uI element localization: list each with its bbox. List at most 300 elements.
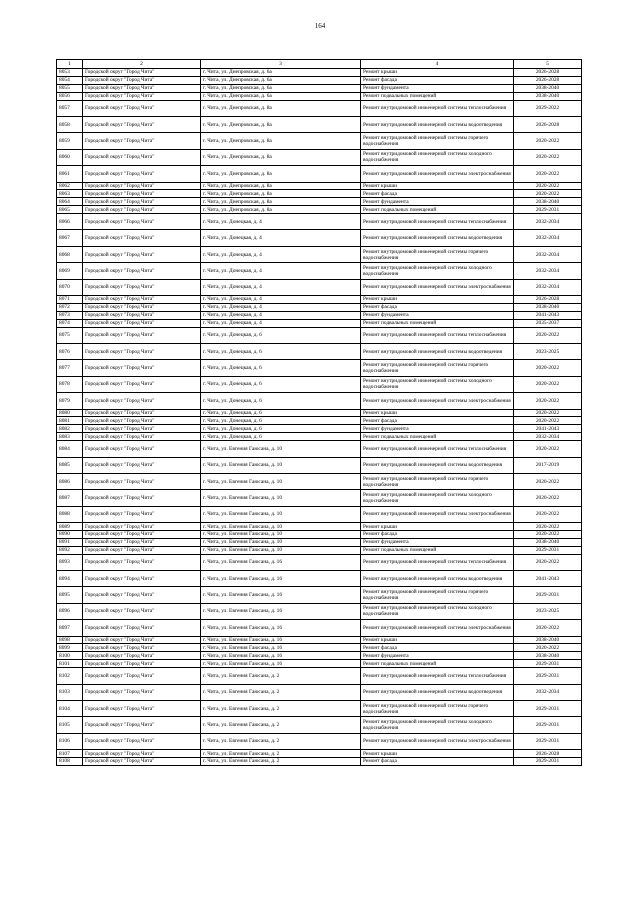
address-cell: г. Чита, ул. Донецкая, д. 6 bbox=[201, 327, 361, 343]
address-cell: г. Чита, ул. Донецкая, д. 6 bbox=[201, 433, 361, 441]
row-number-cell: 8066 bbox=[57, 214, 83, 230]
address-cell: г. Чита, ул. Днепровская, д. 8а bbox=[201, 100, 361, 116]
municipality-cell: Городской округ "Город Чита" bbox=[83, 554, 201, 570]
address-cell: г. Чита, ул. Донецкая, д. 4 bbox=[201, 246, 361, 262]
work-type-cell: Ремонт внутридомовой инженерной системы горячего водоснабжения bbox=[361, 587, 514, 603]
work-type-cell: Ремонт внутридомовой инженерной системы горячего водоснабжения bbox=[361, 246, 514, 262]
table-row bbox=[57, 409, 582, 417]
table-row bbox=[57, 376, 582, 392]
row-number-cell: 8062 bbox=[57, 182, 83, 190]
period-cell: 2026-2028 bbox=[514, 296, 582, 304]
row-number-cell: 8070 bbox=[57, 279, 83, 295]
period-cell: 2029-2031 bbox=[514, 717, 582, 733]
municipality-cell: Городской округ "Город Чита" bbox=[83, 263, 201, 279]
work-type-cell: Ремонт крыши bbox=[361, 750, 514, 758]
address-cell: г. Чита, ул. Донецкая, д. 6 bbox=[201, 343, 361, 359]
period-cell: 2029-2022 bbox=[514, 100, 582, 116]
table-row bbox=[57, 100, 582, 116]
table-row bbox=[57, 296, 582, 304]
address-cell: г. Чита, ул. Евгения Гаюсана, д. 16 bbox=[201, 620, 361, 636]
work-type-cell: Ремонт внутридомовой инженерной системы водоотведения bbox=[361, 116, 514, 132]
municipality-cell: Городской округ "Город Чита" bbox=[83, 750, 201, 758]
address-cell: г. Чита, ул. Днепровская, д. 8а bbox=[201, 149, 361, 165]
period-cell: 2026-2028 bbox=[514, 69, 582, 77]
work-type-cell: Ремонт внутридомовой инженерной системы водоотведения bbox=[361, 230, 514, 246]
municipality-cell: Городской округ "Город Чита" bbox=[83, 246, 201, 262]
row-number-cell: 8078 bbox=[57, 376, 83, 392]
address-cell: г. Чита, ул. Евгения Гаюсана, д. 16 bbox=[201, 652, 361, 660]
table-row bbox=[57, 393, 582, 409]
municipality-cell: Городской округ "Город Чита" bbox=[83, 490, 201, 506]
address-cell: г. Чита, ул. Евгения Гаюсана, д. 10 bbox=[201, 523, 361, 531]
table-row bbox=[57, 303, 582, 311]
work-type-cell: Ремонт подвальных помещений bbox=[361, 433, 514, 441]
work-type-cell: Ремонт внутридомовой инженерной системы горячего водоснабжения bbox=[361, 700, 514, 716]
table-row bbox=[57, 116, 582, 132]
municipality-cell: Городской округ "Город Чита" bbox=[83, 523, 201, 531]
row-number-cell: 8103 bbox=[57, 684, 83, 700]
municipality-cell: Городской округ "Город Чита" bbox=[83, 343, 201, 359]
table-row bbox=[57, 166, 582, 182]
address-cell: г. Чита, ул. Евгения Гаюсана, д. 2 bbox=[201, 668, 361, 684]
table-row bbox=[57, 757, 582, 765]
table-row bbox=[57, 198, 582, 206]
period-cell: 2041-2043 bbox=[514, 311, 582, 319]
period-cell: 2041-2043 bbox=[514, 425, 582, 433]
table-row bbox=[57, 538, 582, 546]
period-cell: 2023-2025 bbox=[514, 343, 582, 359]
table-row bbox=[57, 214, 582, 230]
period-cell: 2038-2040 bbox=[514, 652, 582, 660]
municipality-cell: Городской округ "Город Чита" bbox=[83, 393, 201, 409]
address-cell: г. Чита, ул. Евгения Гаюсана, д. 2 bbox=[201, 700, 361, 716]
municipality-cell: Городской округ "Город Чита" bbox=[83, 409, 201, 417]
address-cell: г. Чита, ул. Евгения Гаюсана, д. 10 bbox=[201, 441, 361, 457]
row-number-cell: 8105 bbox=[57, 717, 83, 733]
work-type-cell: Ремонт фасада bbox=[361, 417, 514, 425]
work-type-cell: Ремонт внутридомовой инженерной системы холодного водоснабжения bbox=[361, 717, 514, 733]
table-row bbox=[57, 433, 582, 441]
row-number-cell: 8087 bbox=[57, 490, 83, 506]
municipality-cell: Городской округ "Город Чита" bbox=[83, 214, 201, 230]
row-number-cell: 8073 bbox=[57, 311, 83, 319]
municipality-cell: Городской округ "Город Чита" bbox=[83, 296, 201, 304]
work-type-cell: Ремонт внутридомовой инженерной системы электроснабжения bbox=[361, 733, 514, 749]
row-number-cell: 8098 bbox=[57, 636, 83, 644]
municipality-cell: Городской округ "Город Чита" bbox=[83, 457, 201, 473]
municipality-cell: Городской округ "Город Чита" bbox=[83, 190, 201, 198]
registry-table bbox=[56, 59, 582, 766]
period-cell: 2029-2031 bbox=[514, 546, 582, 554]
work-type-cell: Ремонт фундамента bbox=[361, 311, 514, 319]
table-row bbox=[57, 182, 582, 190]
period-cell: 2038-2040 bbox=[514, 636, 582, 644]
period-cell: 2020-2022 bbox=[514, 417, 582, 425]
row-number-cell: 8089 bbox=[57, 523, 83, 531]
period-cell: 2020-2022 bbox=[514, 644, 582, 652]
municipality-cell: Городской округ "Город Чита" bbox=[83, 546, 201, 554]
row-number-cell: 8072 bbox=[57, 303, 83, 311]
table-row bbox=[57, 425, 582, 433]
table-row bbox=[57, 76, 582, 84]
table-row bbox=[57, 620, 582, 636]
row-number-cell: 8090 bbox=[57, 530, 83, 538]
work-type-cell: Ремонт подвальных помещений bbox=[361, 206, 514, 214]
row-number-cell: 8060 bbox=[57, 149, 83, 165]
municipality-cell: Городской округ "Город Чита" bbox=[83, 757, 201, 765]
work-type-cell: Ремонт подвальных помещений bbox=[361, 660, 514, 668]
work-type-cell: Ремонт внутридомовой инженерной системы холодного водоснабжения bbox=[361, 490, 514, 506]
table-row bbox=[57, 92, 582, 100]
address-cell: г. Чита, ул. Днепровская, д. 8а bbox=[201, 166, 361, 182]
address-cell: г. Чита, ул. Евгения Гаюсана, д. 16 bbox=[201, 571, 361, 587]
table-row bbox=[57, 733, 582, 749]
period-cell: 2020-2022 bbox=[514, 554, 582, 570]
municipality-cell: Городской округ "Город Чита" bbox=[83, 311, 201, 319]
work-type-cell: Ремонт внутридомовой инженерной системы водоотведения bbox=[361, 457, 514, 473]
table-row bbox=[57, 660, 582, 668]
municipality-cell: Городской округ "Город Чита" bbox=[83, 473, 201, 489]
municipality-cell: Городской округ "Город Чита" bbox=[83, 506, 201, 522]
address-cell: г. Чита, ул. Евгения Гаюсана, д. 10 bbox=[201, 506, 361, 522]
work-type-cell: Ремонт подвальных помещений bbox=[361, 546, 514, 554]
work-type-cell: Ремонт фасада bbox=[361, 303, 514, 311]
municipality-cell: Городской округ "Город Чита" bbox=[83, 327, 201, 343]
period-cell: 2020-2022 bbox=[514, 360, 582, 376]
row-number-cell: 8057 bbox=[57, 100, 83, 116]
municipality-cell: Городской округ "Город Чита" bbox=[83, 360, 201, 376]
period-cell: 2029-2031 bbox=[514, 733, 582, 749]
address-cell: г. Чита, ул. Евгения Гаюсана, д. 2 bbox=[201, 733, 361, 749]
table-row bbox=[57, 206, 582, 214]
work-type-cell: Ремонт фасада bbox=[361, 644, 514, 652]
work-type-cell: Ремонт фундамента bbox=[361, 84, 514, 92]
period-cell: 2020-2022 bbox=[514, 182, 582, 190]
table-row bbox=[57, 311, 582, 319]
column-header: 5 bbox=[514, 60, 582, 69]
work-type-cell: Ремонт фасада bbox=[361, 530, 514, 538]
municipality-cell: Городской округ "Город Чита" bbox=[83, 530, 201, 538]
work-type-cell: Ремонт внутридомовой инженерной системы теплоснабжения bbox=[361, 554, 514, 570]
period-cell: 2029-2031 bbox=[514, 206, 582, 214]
work-type-cell: Ремонт внутридомовой инженерной системы холодного водоснабжения bbox=[361, 263, 514, 279]
table-row bbox=[57, 668, 582, 684]
row-number-cell: 8055 bbox=[57, 84, 83, 92]
period-cell: 2020-2022 bbox=[514, 530, 582, 538]
row-number-cell: 8079 bbox=[57, 393, 83, 409]
municipality-cell: Городской округ "Город Чита" bbox=[83, 652, 201, 660]
row-number-cell: 8059 bbox=[57, 133, 83, 149]
municipality-cell: Городской округ "Город Чита" bbox=[83, 84, 201, 92]
table-header-row bbox=[57, 60, 582, 69]
address-cell: г. Чита, ул. Днепровская, д. 6а bbox=[201, 76, 361, 84]
address-cell: г. Чита, ул. Донецкая, д. 4 bbox=[201, 311, 361, 319]
work-type-cell: Ремонт фасада bbox=[361, 757, 514, 765]
municipality-cell: Городской округ "Город Чита" bbox=[83, 717, 201, 733]
row-number-cell: 8068 bbox=[57, 246, 83, 262]
municipality-cell: Городской округ "Город Чита" bbox=[83, 636, 201, 644]
period-cell: 2020-2022 bbox=[514, 376, 582, 392]
table-row bbox=[57, 360, 582, 376]
table-row bbox=[57, 700, 582, 716]
row-number-cell: 8106 bbox=[57, 733, 83, 749]
municipality-cell: Городской округ "Город Чита" bbox=[83, 303, 201, 311]
address-cell: г. Чита, ул. Евгения Гаюсана, д. 16 bbox=[201, 603, 361, 619]
period-cell: 2020-2022 bbox=[514, 166, 582, 182]
row-number-cell: 8093 bbox=[57, 554, 83, 570]
address-cell: г. Чита, ул. Донецкая, д. 6 bbox=[201, 376, 361, 392]
period-cell: 2029-2031 bbox=[514, 587, 582, 603]
address-cell: г. Чита, ул. Днепровская, д. 6а bbox=[201, 84, 361, 92]
work-type-cell: Ремонт подвальных помещений bbox=[361, 319, 514, 327]
row-number-cell: 8053 bbox=[57, 69, 83, 77]
period-cell: 2029-2031 bbox=[514, 660, 582, 668]
period-cell: 2020-2022 bbox=[514, 409, 582, 417]
work-type-cell: Ремонт внутридомовой инженерной системы водоотведения bbox=[361, 343, 514, 359]
work-type-cell: Ремонт внутридомовой инженерной системы теплоснабжения bbox=[361, 441, 514, 457]
row-number-cell: 8108 bbox=[57, 757, 83, 765]
work-type-cell: Ремонт внутридомовой инженерной системы водоотведения bbox=[361, 571, 514, 587]
table-row bbox=[57, 717, 582, 733]
period-cell: 2032-2034 bbox=[514, 279, 582, 295]
work-type-cell: Ремонт внутридомовой инженерной системы горячего водоснабжения bbox=[361, 360, 514, 376]
row-number-cell: 8061 bbox=[57, 166, 83, 182]
table-row bbox=[57, 149, 582, 165]
period-cell: 2023-2025 bbox=[514, 603, 582, 619]
period-cell: 2020-2022 bbox=[514, 473, 582, 489]
table-row bbox=[57, 473, 582, 489]
row-number-cell: 8097 bbox=[57, 620, 83, 636]
address-cell: г. Чита, ул. Евгения Гаюсана, д. 10 bbox=[201, 538, 361, 546]
row-number-cell: 8086 bbox=[57, 473, 83, 489]
address-cell: г. Чита, ул. Евгения Гаюсана, д. 10 bbox=[201, 530, 361, 538]
municipality-cell: Городской округ "Город Чита" bbox=[83, 182, 201, 190]
municipality-cell: Городской округ "Город Чита" bbox=[83, 230, 201, 246]
table-row bbox=[57, 506, 582, 522]
period-cell: 2032-2034 bbox=[514, 246, 582, 262]
row-number-cell: 8077 bbox=[57, 360, 83, 376]
table-row bbox=[57, 246, 582, 262]
table-row bbox=[57, 644, 582, 652]
row-number-cell: 8100 bbox=[57, 652, 83, 660]
period-cell: 2032-2034 bbox=[514, 214, 582, 230]
row-number-cell: 8074 bbox=[57, 319, 83, 327]
row-number-cell: 8104 bbox=[57, 700, 83, 716]
row-number-cell: 8075 bbox=[57, 327, 83, 343]
table-row bbox=[57, 554, 582, 570]
work-type-cell: Ремонт внутридомовой инженерной системы теплоснабжения bbox=[361, 100, 514, 116]
row-number-cell: 8094 bbox=[57, 571, 83, 587]
row-number-cell: 8056 bbox=[57, 92, 83, 100]
municipality-cell: Городской округ "Город Чита" bbox=[83, 319, 201, 327]
work-type-cell: Ремонт внутридомовой инженерной системы теплоснабжения bbox=[361, 214, 514, 230]
row-number-cell: 8102 bbox=[57, 668, 83, 684]
address-cell: г. Чита, ул. Донецкая, д. 6 bbox=[201, 425, 361, 433]
address-cell: г. Чита, ул. Донецкая, д. 4 bbox=[201, 263, 361, 279]
municipality-cell: Городской округ "Город Чита" bbox=[83, 92, 201, 100]
table-row bbox=[57, 490, 582, 506]
table-row bbox=[57, 441, 582, 457]
municipality-cell: Городской округ "Город Чита" bbox=[83, 620, 201, 636]
municipality-cell: Городской округ "Город Чита" bbox=[83, 417, 201, 425]
work-type-cell: Ремонт крыши bbox=[361, 296, 514, 304]
municipality-cell: Городской округ "Город Чита" bbox=[83, 133, 201, 149]
work-type-cell: Ремонт фасада bbox=[361, 190, 514, 198]
period-cell: 2026-2028 bbox=[514, 750, 582, 758]
row-number-cell: 8088 bbox=[57, 506, 83, 522]
work-type-cell: Ремонт внутридомовой инженерной системы горячего водоснабжения bbox=[361, 473, 514, 489]
work-type-cell: Ремонт крыши bbox=[361, 182, 514, 190]
address-cell: г. Чита, ул. Евгения Гаюсана, д. 10 bbox=[201, 546, 361, 554]
work-type-cell: Ремонт крыши bbox=[361, 409, 514, 417]
period-cell: 2020-2022 bbox=[514, 620, 582, 636]
work-type-cell: Ремонт фундамента bbox=[361, 652, 514, 660]
table-body bbox=[57, 69, 582, 766]
work-type-cell: Ремонт внутридомовой инженерной системы холодного водоснабжения bbox=[361, 149, 514, 165]
municipality-cell: Городской округ "Город Чита" bbox=[83, 700, 201, 716]
period-cell: 2038-2040 bbox=[514, 303, 582, 311]
address-cell: г. Чита, ул. Днепровская, д. 6а bbox=[201, 69, 361, 77]
table-row bbox=[57, 571, 582, 587]
work-type-cell: Ремонт фундамента bbox=[361, 538, 514, 546]
work-type-cell: Ремонт внутридомовой инженерной системы электроснабжения bbox=[361, 620, 514, 636]
row-number-cell: 8058 bbox=[57, 116, 83, 132]
row-number-cell: 8082 bbox=[57, 425, 83, 433]
address-cell: г. Чита, ул. Днепровская, д. 8а bbox=[201, 182, 361, 190]
row-number-cell: 8099 bbox=[57, 644, 83, 652]
address-cell: г. Чита, ул. Днепровская, д. 8а bbox=[201, 206, 361, 214]
period-cell: 2020-2022 bbox=[514, 393, 582, 409]
address-cell: г. Чита, ул. Евгения Гаюсана, д. 10 bbox=[201, 473, 361, 489]
row-number-cell: 8069 bbox=[57, 263, 83, 279]
table-row bbox=[57, 587, 582, 603]
municipality-cell: Городской округ "Город Чита" bbox=[83, 660, 201, 668]
row-number-cell: 8085 bbox=[57, 457, 83, 473]
work-type-cell: Ремонт внутридомовой инженерной системы холодного водоснабжения bbox=[361, 603, 514, 619]
address-cell: г. Чита, ул. Евгения Гаюсана, д. 16 bbox=[201, 660, 361, 668]
period-cell: 2029-2031 bbox=[514, 668, 582, 684]
row-number-cell: 8067 bbox=[57, 230, 83, 246]
period-cell: 2038-2040 bbox=[514, 198, 582, 206]
work-type-cell: Ремонт внутридомовой инженерной системы холодного водоснабжения bbox=[361, 376, 514, 392]
row-number-cell: 8107 bbox=[57, 750, 83, 758]
period-cell: 2026-2028 bbox=[514, 116, 582, 132]
municipality-cell: Городской округ "Город Чита" bbox=[83, 644, 201, 652]
municipality-cell: Городской округ "Город Чита" bbox=[83, 571, 201, 587]
table-row bbox=[57, 84, 582, 92]
row-number-cell: 8071 bbox=[57, 296, 83, 304]
table-row bbox=[57, 133, 582, 149]
municipality-cell: Городской округ "Город Чита" bbox=[83, 433, 201, 441]
table-row bbox=[57, 327, 582, 343]
work-type-cell: Ремонт внутридомовой инженерной системы электроснабжения bbox=[361, 279, 514, 295]
period-cell: 2032-2034 bbox=[514, 230, 582, 246]
address-cell: г. Чита, ул. Днепровская, д. 6а bbox=[201, 92, 361, 100]
municipality-cell: Городской округ "Город Чита" bbox=[83, 166, 201, 182]
address-cell: г. Чита, ул. Донецкая, д. 6 bbox=[201, 409, 361, 417]
period-cell: 2032-2034 bbox=[514, 684, 582, 700]
row-number-cell: 8064 bbox=[57, 198, 83, 206]
column-header: 2 bbox=[83, 60, 201, 69]
row-number-cell: 8083 bbox=[57, 433, 83, 441]
work-type-cell: Ремонт крыши bbox=[361, 523, 514, 531]
row-number-cell: 8076 bbox=[57, 343, 83, 359]
address-cell: г. Чита, ул. Евгения Гаюсана, д. 10 bbox=[201, 457, 361, 473]
address-cell: г. Чита, ул. Евгения Гаюсана, д. 10 bbox=[201, 490, 361, 506]
table-row bbox=[57, 319, 582, 327]
work-type-cell: Ремонт внутридомовой инженерной системы водоотведения bbox=[361, 684, 514, 700]
period-cell: 2020-2022 bbox=[514, 441, 582, 457]
period-cell: 2032-2034 bbox=[514, 263, 582, 279]
address-cell: г. Чита, ул. Евгения Гаюсана, д. 2 bbox=[201, 750, 361, 758]
address-cell: г. Чита, ул. Донецкая, д. 4 bbox=[201, 303, 361, 311]
address-cell: г. Чита, ул. Донецкая, д. 6 bbox=[201, 417, 361, 425]
table-row bbox=[57, 546, 582, 554]
municipality-cell: Городской округ "Город Чита" bbox=[83, 206, 201, 214]
table-row bbox=[57, 230, 582, 246]
municipality-cell: Городской округ "Город Чита" bbox=[83, 668, 201, 684]
work-type-cell: Ремонт подвальных помещений bbox=[361, 92, 514, 100]
municipality-cell: Городской округ "Город Чита" bbox=[83, 441, 201, 457]
period-cell: 2020-2022 bbox=[514, 506, 582, 522]
address-cell: г. Чита, ул. Донецкая, д. 4 bbox=[201, 214, 361, 230]
address-cell: г. Чита, ул. Донецкая, д. 4 bbox=[201, 296, 361, 304]
row-number-cell: 8063 bbox=[57, 190, 83, 198]
address-cell: г. Чита, ул. Донецкая, д. 6 bbox=[201, 360, 361, 376]
work-type-cell: Ремонт внутридомовой инженерной системы электроснабжения bbox=[361, 506, 514, 522]
work-type-cell: Ремонт внутридомовой инженерной системы электроснабжения bbox=[361, 393, 514, 409]
table-row bbox=[57, 263, 582, 279]
address-cell: г. Чита, ул. Днепровская, д. 8а bbox=[201, 133, 361, 149]
work-type-cell: Ремонт крыши bbox=[361, 636, 514, 644]
work-type-cell: Ремонт внутридомовой инженерной системы электроснабжения bbox=[361, 166, 514, 182]
column-header: 4 bbox=[361, 60, 514, 69]
table-row bbox=[57, 530, 582, 538]
address-cell: г. Чита, ул. Днепровская, д. 8а bbox=[201, 116, 361, 132]
table-row bbox=[57, 279, 582, 295]
row-number-cell: 8081 bbox=[57, 417, 83, 425]
period-cell: 2041-2043 bbox=[514, 571, 582, 587]
row-number-cell: 8095 bbox=[57, 587, 83, 603]
row-number-cell: 8054 bbox=[57, 76, 83, 84]
address-cell: г. Чита, ул. Донецкая, д. 4 bbox=[201, 230, 361, 246]
address-cell: г. Чита, ул. Евгения Гаюсана, д. 2 bbox=[201, 717, 361, 733]
work-type-cell: Ремонт фундамента bbox=[361, 425, 514, 433]
period-cell: 2038-2040 bbox=[514, 538, 582, 546]
period-cell: 2029-2031 bbox=[514, 700, 582, 716]
table-row bbox=[57, 684, 582, 700]
work-type-cell: Ремонт крыши bbox=[361, 69, 514, 77]
address-cell: г. Чита, ул. Евгения Гаюсана, д. 16 bbox=[201, 644, 361, 652]
table-row bbox=[57, 636, 582, 644]
address-cell: г. Чита, ул. Донецкая, д. 4 bbox=[201, 279, 361, 295]
municipality-cell: Городской округ "Город Чита" bbox=[83, 69, 201, 77]
municipality-cell: Городской округ "Город Чита" bbox=[83, 684, 201, 700]
work-type-cell: Ремонт внутридомовой инженерной системы теплоснабжения bbox=[361, 668, 514, 684]
row-number-cell: 8065 bbox=[57, 206, 83, 214]
column-header: 3 bbox=[201, 60, 361, 69]
municipality-cell: Городской округ "Город Чита" bbox=[83, 603, 201, 619]
work-type-cell: Ремонт внутридомовой инженерной системы теплоснабжения bbox=[361, 327, 514, 343]
work-type-cell: Ремонт фундамента bbox=[361, 198, 514, 206]
municipality-cell: Городской округ "Город Чита" bbox=[83, 100, 201, 116]
column-header: 1 bbox=[57, 60, 83, 69]
municipality-cell: Городской округ "Город Чита" bbox=[83, 425, 201, 433]
address-cell: г. Чита, ул. Днепровская, д. 8а bbox=[201, 198, 361, 206]
row-number-cell: 8080 bbox=[57, 409, 83, 417]
address-cell: г. Чита, ул. Донецкая, д. 4 bbox=[201, 319, 361, 327]
table-row bbox=[57, 457, 582, 473]
